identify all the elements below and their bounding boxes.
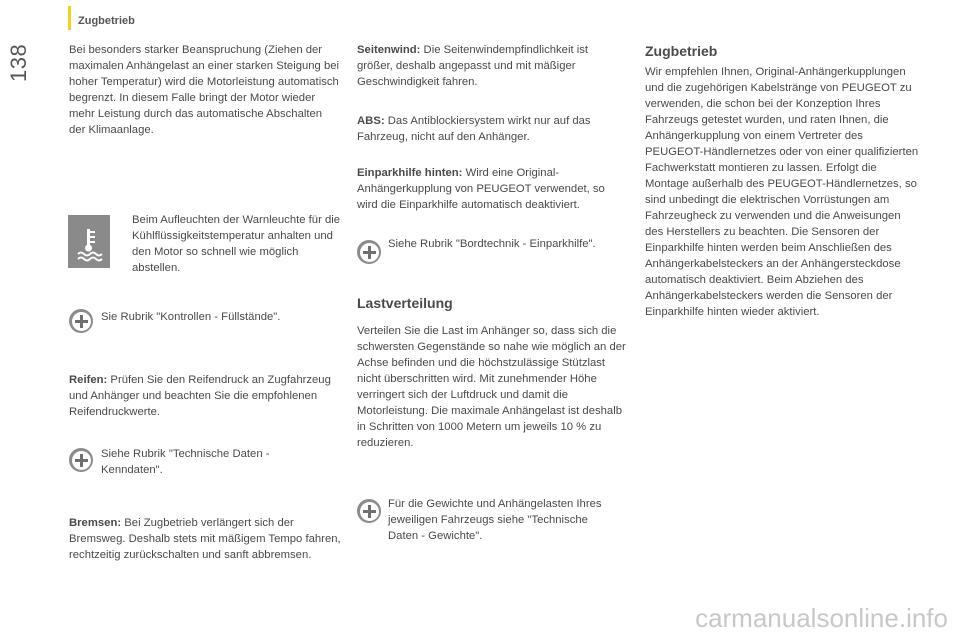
einparkhilfe-label: Einparkhilfe hinten:: [357, 167, 463, 179]
bremsen-text: Bei Zugbetrieb verlängert sich der Bremsweg. Deshalb stets mit mäßigem Tempo fahren, rechtzeitig zurückschalten und sanft abbremsen.: [69, 517, 341, 561]
reference-kontrollen: Sie Rubrik "Kontrollen - Füllstände".: [101, 311, 281, 323]
bremsen-label: Bremsen:: [69, 517, 122, 529]
seitenwind-label: Seitenwind:: [357, 44, 421, 56]
coolant-warning-text: Beim Aufleuchten der Warnleuchte für die Kühlflüssigkeitstemperatur anhalten und den Motor so schnell wie möglich abstellen.: [132, 214, 341, 274]
abs-paragraph: [357, 113, 625, 145]
intro-paragraph: Bei besonders starker Beanspruchung (Ziehen der maximalen Anhängelast an einer starken Steigung bei hoher Temperatur) wird die Motorleistung automatisch begrenzt. In diesem Falle bringt der Motor wieder mehr Leistung durch das automatische Abschalten der Klimaanlage.: [69, 44, 340, 136]
zugbetrieb-heading: Zugbetrieb: [645, 43, 718, 59]
einparkhilfe-paragraph: [357, 165, 625, 213]
seitenwind-paragraph: [357, 42, 625, 90]
plus-circle-icon: [69, 309, 93, 333]
reference-gewichte: Für die Gewichte und Anhängelasten Ihres jeweiligen Fahrzeugs siehe "Technische Daten - Gewichte".: [388, 498, 602, 542]
lastverteilung-heading: Lastverteilung: [357, 295, 453, 311]
section-label: Zugbetrieb: [78, 15, 135, 27]
plus-circle-icon: [357, 240, 381, 264]
reifen-label: Reifen:: [69, 374, 108, 386]
reifen-text: Prüfen Sie den Reifendruck an Zugfahrzeug und Anhänger und beachten Sie die empfohlenen Reifendruckwerte.: [69, 374, 331, 418]
coolant-temperature-warning-icon: [68, 215, 110, 268]
page-number: 138: [6, 43, 31, 82]
einparkhilfe-text: Wird eine Original-Anhängerkupplung von PEUGEOT verwendet, so wird die Einparkhilfe automatisch deaktiviert.: [357, 167, 605, 211]
seitenwind-text: Die Seitenwindempfindlichkeit ist größer, deshalb angepasst und mit mäßiger Geschwindigkeit fahren.: [357, 44, 589, 88]
watermark: carmanualsonline.info: [695, 603, 948, 633]
zugbetrieb-paragraph: Wir empfehlen Ihnen, Original-Anhängerkupplungen und die zugehörigen Kabelstränge von PEUGEOT zu verwenden, die schon bei der Konzeption Ihres Fahrzeugs getestet wurden, und raten Ihnen, die Anhängerkupplung von einem Vertreter des PEUGEOT-Händlernetzes oder von einer qualifizierten Fachwerkstatt montieren zu lassen. Erfolgt die Montage außerhalb des PEUGEOT-Händlernetzes, so sind unbedingt die elektrischen Vorrüstungen am Fahrzeugheck zu verwenden und die Anweisungen des Herstellers zu beachten. Die Sensoren der Einparkhilfe hinten werden beim Anschließen des Anhängerkabelsteckers an der Anhängersteckdose automatisch deaktiviert. Beim Abziehen des Anhängerkabelsteckers werden die Sensoren der Einparkhilfe hinten wieder aktiviert.: [645, 66, 919, 318]
abs-label: ABS:: [357, 115, 385, 127]
accent-bar: [68, 6, 71, 30]
reifen-paragraph: [69, 372, 341, 420]
lastverteilung-paragraph: Verteilen Sie die Last im Anhänger so, dass sich die schwersten Gegenstände so nahe wie möglich an der Achse befinden und die höchstzulässige Stützlast nicht überschritten wird. Mit zunehmender Höhe verringert sich der Luftdruck und damit die Motorleistung. Die maximale Anhängelast ist deshalb in Schritten von 1000 Metern um jeweils 10 % zu reduzieren.: [357, 325, 626, 449]
reference-bordtechnik: Siehe Rubrik "Bordtechnik - Einparkhilfe".: [388, 238, 596, 250]
abs-text: Das Antiblockiersystem wirkt nur auf das Fahrzeug, nicht auf den Anhänger.: [357, 115, 591, 143]
plus-circle-icon: [357, 499, 381, 523]
bremsen-paragraph: [69, 515, 341, 563]
reference-technische-daten: Siehe Rubrik "Technische Daten - Kenndaten".: [101, 448, 270, 476]
plus-circle-icon: [69, 448, 93, 472]
